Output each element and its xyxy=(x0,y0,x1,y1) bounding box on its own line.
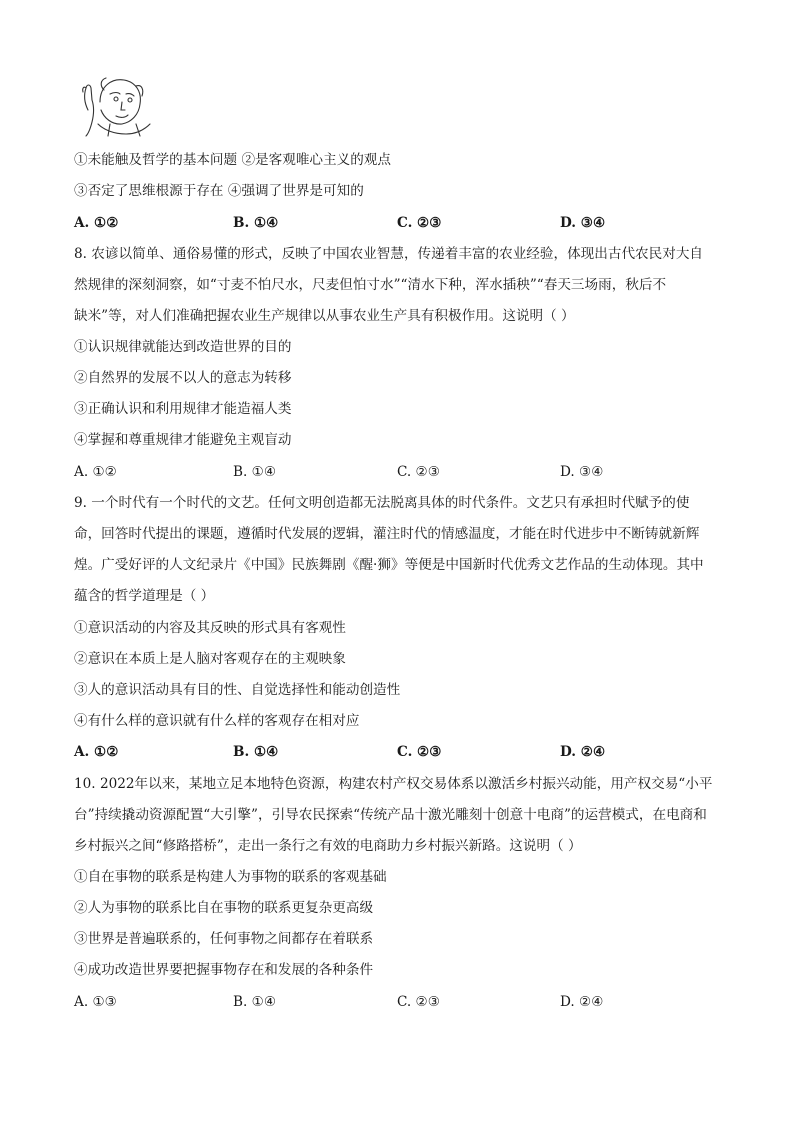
q10-options xyxy=(74,992,720,1012)
q10-option-b[interactable]: B. ①④ xyxy=(233,994,277,1010)
q8-statement-1: ①认识规律就能达到改造世界的目的 xyxy=(74,339,292,355)
q10-stem-line-1: 10. 2022年以来，某地立足本地特色资源，构建农村产权交易体系以激活乡村振兴动能，用产权交易“小平 xyxy=(74,776,713,792)
q8-options xyxy=(74,462,720,482)
q9-statement-2: ②意识在本质上是人脑对客观存在的主观映象 xyxy=(74,651,346,667)
q8-statement-2: ②自然界的发展不以人的意志为转移 xyxy=(74,370,292,386)
q10-statement-2: ②人为事物的联系比自在事物的联系更复杂更高级 xyxy=(74,900,374,916)
q8-statement-4: ④掌握和尊重规律才能避免主观盲动 xyxy=(74,432,292,448)
q8-stem-line-1: 8. 农谚以简单、通俗易懂的形式，反映了中国农业智慧，传递着丰富的农业经验，体现出古代农民对大自 xyxy=(74,246,704,262)
q8-option-d[interactable]: D. ③④ xyxy=(560,464,604,480)
q9-option-b[interactable]: B. ①④ xyxy=(233,744,279,760)
q7-statement-line-2: ③否定了思维根源于存在 ④强调了世界是可知的 xyxy=(74,183,364,199)
q9-stem-line-2: 命，回答时代提出的课题，遵循时代发展的逻辑，灌注时代的情感温度，才能在时代进步中不断铸就新辉 xyxy=(74,526,700,542)
q10-stem-line-2: 台”持续撬动资源配置“大引擎”，引导农民探索“传统产品十激光雕刻十创意十电商”的运营模式，在电商和 xyxy=(74,807,707,823)
q8-stem-line-2: 然规律的深刻洞察，如“寸麦不怕尺水，尺麦但怕寸水”“清水下种，浑水插秧”“春天三场雨，秋后不 xyxy=(74,277,667,293)
q10-statement-1: ①自在事物的联系是构建人为事物的联系的客观基础 xyxy=(74,869,387,885)
q8-option-b[interactable]: B. ①④ xyxy=(233,464,277,480)
q8-option-c[interactable]: C. ②③ xyxy=(397,464,440,480)
q9-statement-3: ③人的意识活动具有目的性、自觉选择性和能动创造性 xyxy=(74,682,401,698)
q8-stem-line-3: 缺米”等，对人们准确把握农业生产规律以从事农业生产具有积极作用。这说明（ ） xyxy=(74,308,575,324)
q9-statement-4: ④有什么样的意识就有什么样的客观存在相对应 xyxy=(74,713,360,729)
q7-option-b[interactable]: B. ①④ xyxy=(233,215,279,231)
q9-stem-line-4: 蕴含的哲学道理是（ ） xyxy=(74,588,215,604)
q7-option-c[interactable]: C. ②③ xyxy=(397,215,442,231)
q9-option-a[interactable]: A. ①② xyxy=(74,744,119,760)
q7-statement-line-1: ①未能触及哲学的基本问题 ②是客观唯心主义的观点 xyxy=(74,152,391,168)
q9-statement-1: ①意识活动的内容及其反映的形式具有客观性 xyxy=(74,620,346,636)
q7-options xyxy=(74,213,720,233)
q10-stem-line-3: 乡村振兴之间“修路搭桥”，走出一条行之有效的电商助力乡村振兴新路。这说明（ ） xyxy=(74,838,582,854)
q9-option-d[interactable]: D. ②④ xyxy=(560,744,606,760)
q10-option-c[interactable]: C. ②③ xyxy=(397,994,440,1010)
q7-option-d[interactable]: D. ③④ xyxy=(560,215,606,231)
q8-statement-3: ③正确认识和利用规律才能造福人类 xyxy=(74,401,292,417)
q10-option-d[interactable]: D. ②④ xyxy=(560,994,604,1010)
q9-options xyxy=(74,742,720,762)
q9-option-c[interactable]: C. ②③ xyxy=(397,744,442,760)
q10-option-a[interactable]: A. ①③ xyxy=(74,994,117,1010)
q9-stem-line-3: 煌。广受好评的人文纪录片《中国》民族舞剧《醒·狮》等便是中国新时代优秀文艺作品的生动体现。其中 xyxy=(74,557,704,573)
q7-option-a[interactable]: A. ①② xyxy=(74,215,119,231)
q10-statement-3: ③世界是普遍联系的，任何事物之间都存在着联系 xyxy=(74,931,374,947)
q10-statement-4: ④成功改造世界要把握事物存在和发展的各种条件 xyxy=(74,962,374,978)
q9-stem-line-1: 9. 一个时代有一个时代的文艺。任何文明创造都无法脱离具体的时代条件。文艺只有承担时代赋予的使 xyxy=(74,495,690,511)
philosopher-illustration xyxy=(70,72,158,138)
q8-option-a[interactable]: A. ①② xyxy=(74,464,117,480)
